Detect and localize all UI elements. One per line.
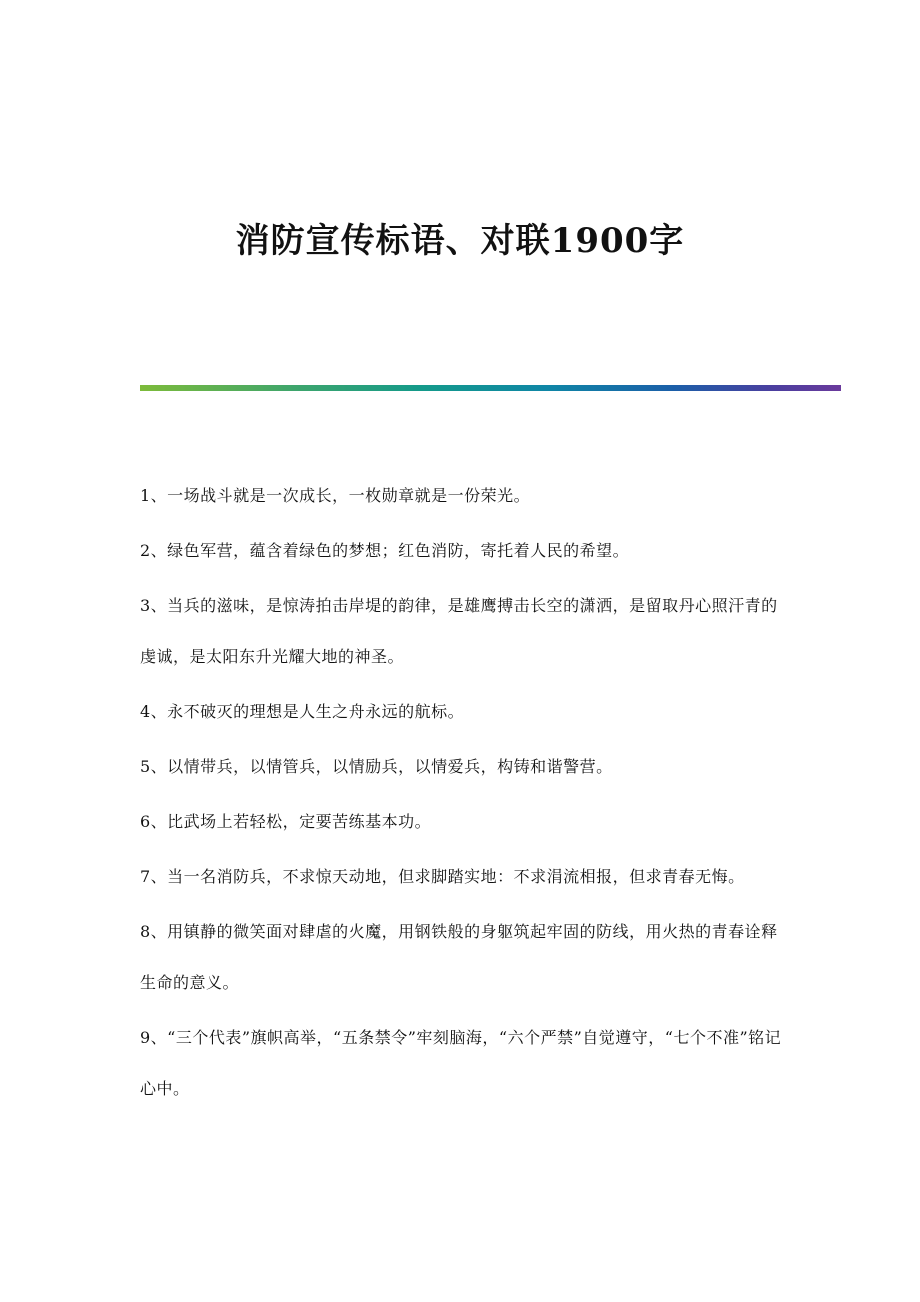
slogan-list — [140, 470, 790, 1118]
slogan-item: 7、当一名消防兵，不求惊天动地，但求脚踏实地：不求涓流相报，但求青春无悔。 — [140, 867, 745, 886]
title-gradient-divider — [140, 385, 841, 391]
slogan-item: 6、比武场上若轻松，定要苦练基本功。 — [140, 812, 432, 831]
slogan-item: 9、“三个代表”旗帜高举，“五条禁令”牢刻脑海，“六个严禁”自觉遵守，“七个不准”铭记心中。 — [140, 1028, 782, 1098]
slogan-item: 1、一场战斗就是一次成长，一枚勋章就是一份荣光。 — [140, 486, 531, 505]
slogan-item: 2、绿色军营，蕴含着绿色的梦想；红色消防，寄托着人民的希望。 — [140, 541, 630, 560]
slogan-item: 3、当兵的滋味，是惊涛拍击岸堤的韵律，是雄鹰搏击长空的潇洒，是留取丹心照汗青的虔诚，是太阳东升光耀大地的神圣。 — [140, 596, 778, 666]
document-title: 消防宣传标语、对联1900字 — [235, 221, 685, 261]
slogan-item: 5、以情带兵，以情管兵，以情励兵，以情爱兵，构铸和谐警营。 — [140, 757, 613, 776]
slogan-item: 8、用镇静的微笑面对肆虐的火魔，用钢铁般的身躯筑起牢固的防线，用火热的青春诠释生命的意义。 — [140, 922, 778, 992]
slogan-item: 4、永不破灭的理想是人生之舟永远的航标。 — [140, 702, 465, 721]
